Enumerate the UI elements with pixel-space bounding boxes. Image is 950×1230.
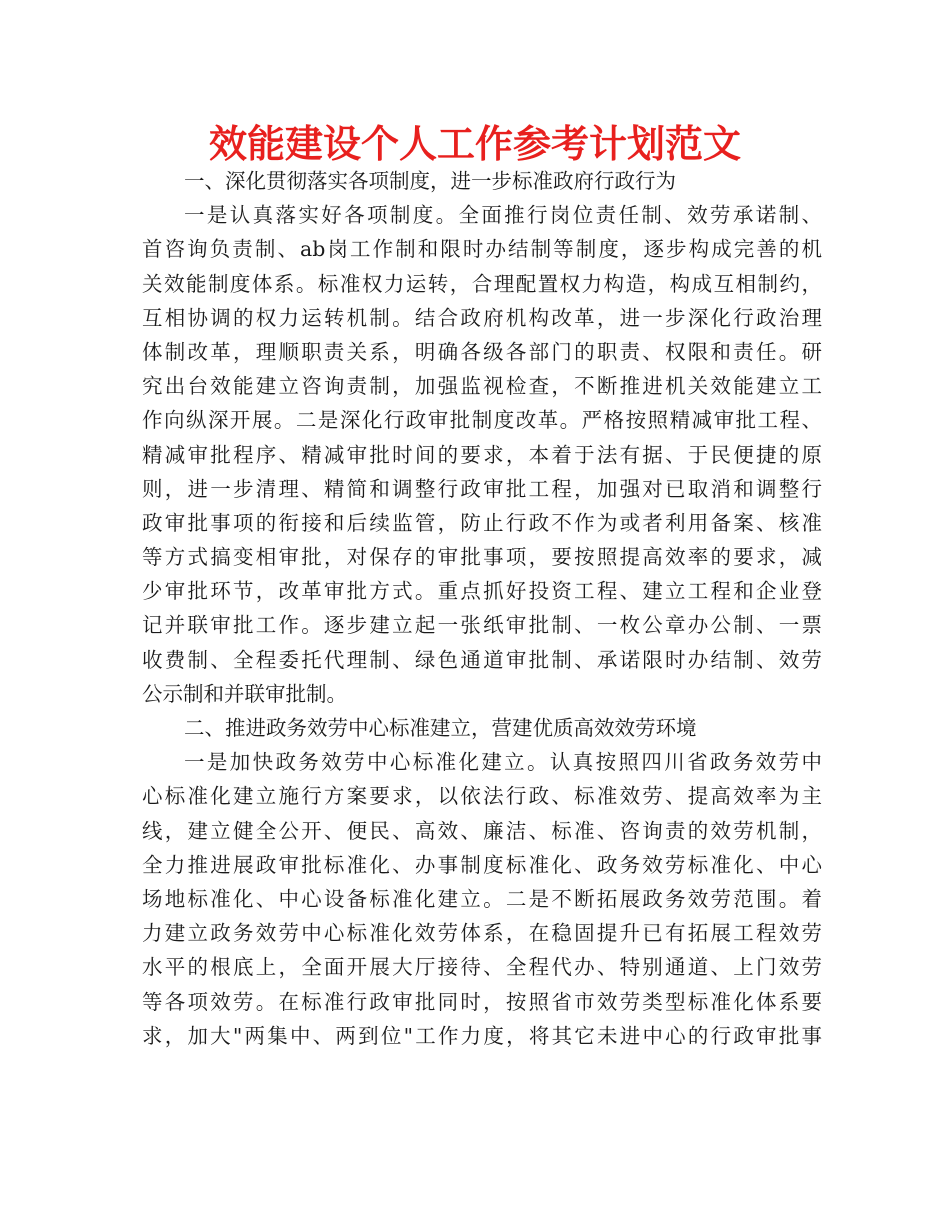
paragraph-line: 究出台效能建立咨询责制，加强监视检查，不断推进机关效能建立工 bbox=[142, 374, 822, 399]
paragraph-line: 力建立政务效劳中心标准化效劳体系，在稳固提升已有拓展工程效劳 bbox=[142, 921, 822, 946]
paragraph-line: 关效能制度体系。标准权力运转，合理配置权力构造，构成互相制约， bbox=[142, 271, 822, 296]
paragraph-line: 一是加快政务效劳中心标准化建立。认真按照四川省政务效劳中 bbox=[184, 750, 822, 775]
paragraph-line: 作向纵深开展。二是深化行政审批制度改革。严格按照精减审批工程、 bbox=[142, 408, 822, 433]
paragraph-line: 公示制和并联审批制。 bbox=[142, 681, 347, 706]
paragraph-line: 首咨询负责制、ab岗工作制和限时办结制等制度，逐步构成完善的机 bbox=[142, 237, 822, 262]
paragraph-line: 一是认真落实好各项制度。全面推行岗位责任制、效劳承诺制、 bbox=[184, 203, 822, 228]
paragraph-line: 记并联审批工作。逐步建立起一张纸审批制、一枚公章办公制、一票 bbox=[142, 613, 822, 638]
document-body bbox=[142, 164, 822, 1053]
paragraph-line: 全力推进展政审批标准化、办事制度标准化、政务效劳标准化、中心 bbox=[142, 852, 822, 877]
paragraph-line: 等各项效劳。在标准行政审批同时，按照省市效劳类型标准化体系要 bbox=[142, 989, 822, 1014]
paragraph-line: 线，建立健全公开、便民、高效、廉洁、标准、咨询责的效劳机制， bbox=[142, 818, 822, 843]
paragraph-line: 求，加大"两集中、两到位"工作力度，将其它未进中心的行政审批事 bbox=[142, 1023, 822, 1048]
paragraph-line: 政审批事项的衔接和后续监管，防止行政不作为或者利用备案、核准 bbox=[142, 510, 822, 535]
paragraph-line: 则，进一步清理、精简和调整行政审批工程，加强对已取消和调整行 bbox=[142, 476, 822, 501]
paragraph-line: 心标准化建立施行方案要求，以依法行政、标准效劳、提高效率为主 bbox=[142, 784, 822, 809]
paragraph-line: 场地标准化、中心设备标准化建立。二是不断拓展政务效劳范围。着 bbox=[142, 886, 822, 911]
document-title: 效能建设个人工作参考计划范文 bbox=[208, 122, 741, 166]
paragraph-line: 收费制、全程委托代理制、绿色通道审批制、承诺限时办结制、效劳 bbox=[142, 647, 822, 672]
section-heading-1: 一、深化贯彻落实各项制度，进一步标准政府行政行为 bbox=[184, 169, 676, 193]
paragraph-line: 少审批环节，改革审批方式。重点抓好投资工程、建立工程和企业登 bbox=[142, 579, 822, 604]
paragraph-line: 精减审批程序、精减审批时间的要求，本着于法有据、于民便捷的原 bbox=[142, 442, 822, 467]
paragraph-line: 水平的根底上，全面开展大厅接待、全程代办、特别通道、上门效劳 bbox=[142, 955, 822, 980]
paragraph-line: 体制改革，理顺职责关系，明确各级各部门的职责、权限和责任。研 bbox=[142, 339, 822, 364]
paragraph-line: 互相协调的权力运转机制。结合政府机构改革，进一步深化行政治理 bbox=[142, 305, 822, 330]
paragraph-line: 等方式搞变相审批，对保存的审批事项，要按照提高效率的要求，减 bbox=[142, 545, 822, 570]
section-heading-2: 二、推进政务效劳中心标准建立，营建优质高效效劳环境 bbox=[184, 716, 697, 740]
